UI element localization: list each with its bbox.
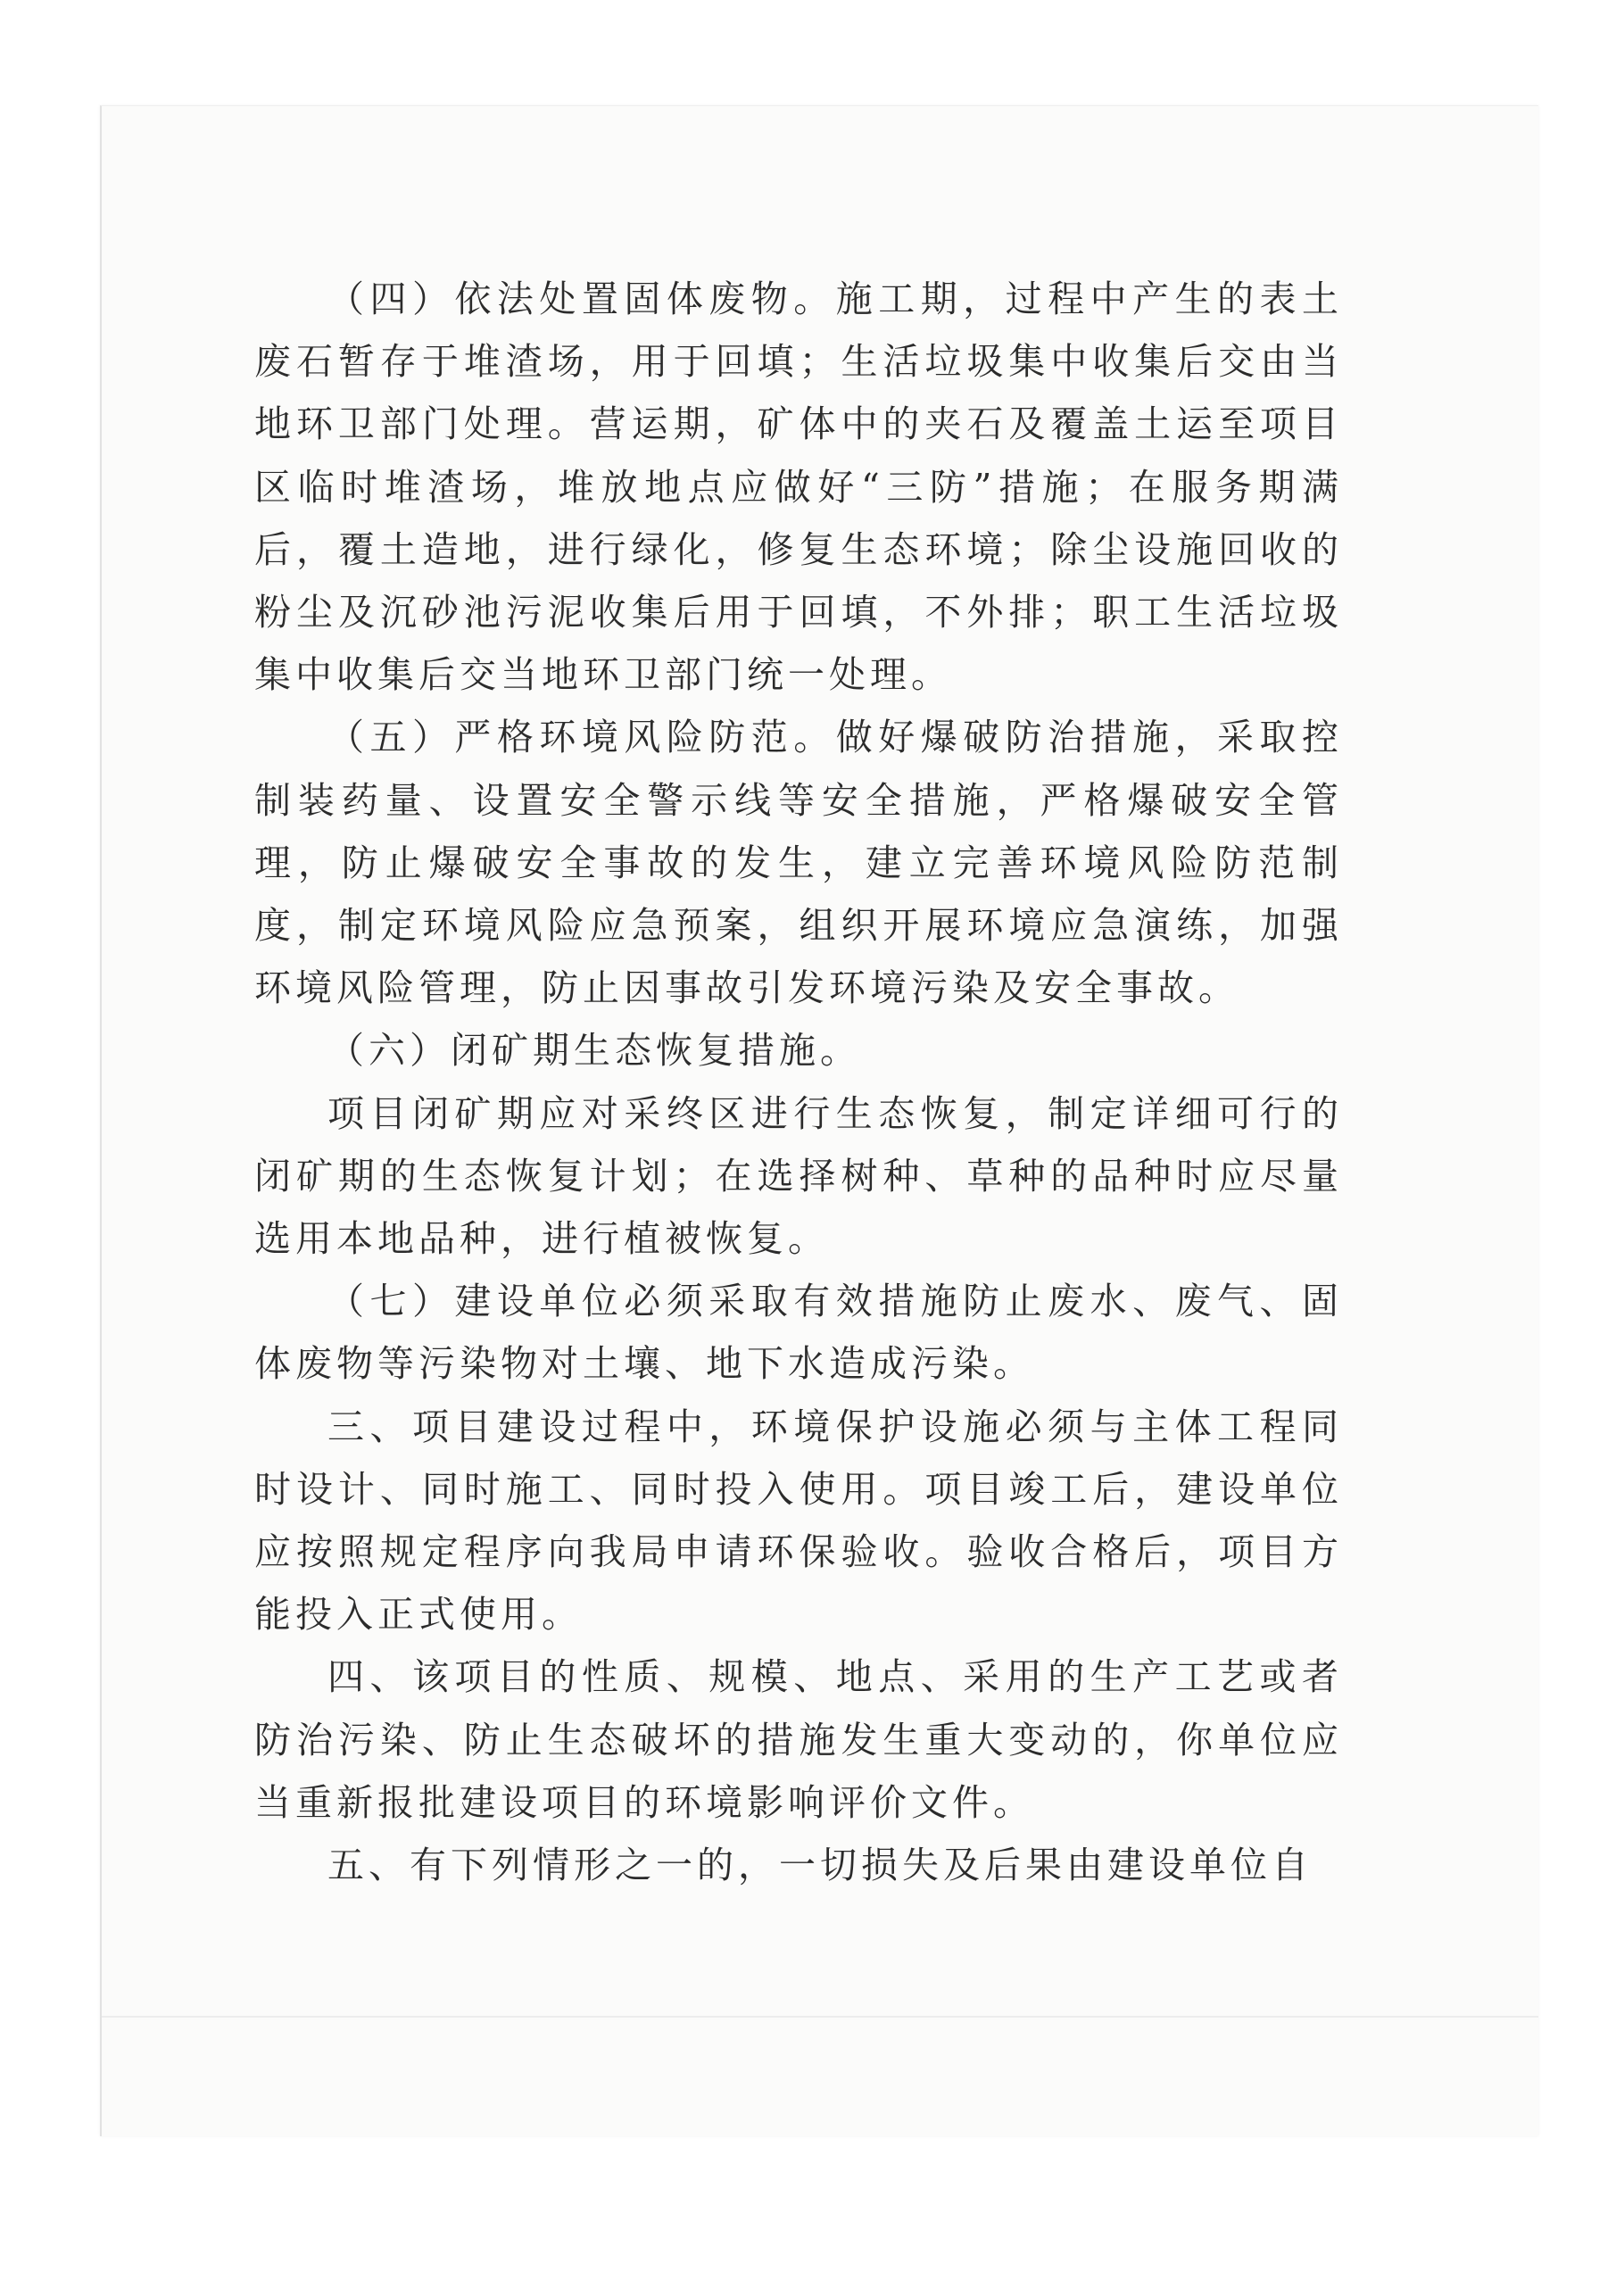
paragraph-major-changes: 四、该项目的性质、规模、地点、采用的生产工艺或者防治污染、防止生态破坏的措施发生重大变动的，你单位应当重新报批建设项目的环境影响评价文件。: [254, 1655, 1343, 1824]
paragraph-pollution-control: （七）建设单位必须采取有效措施防止废水、废气、固体废物等污染物对土壤、地下水造成污染。: [254, 1280, 1343, 1386]
paragraph-risk-prevention: （五）严格环境风险防范。做好爆破防治措施，采取控制装药量、设置安全警示线等安全措施，严格爆破安全管理，防止爆破安全事故的发生，建立完善环境风险防范制度，制定环境风险应急预案，组织开展环境应急演练，加强环境风险管理，防止因事故引发环境污染及安全事故。: [254, 716, 1343, 1010]
paragraph-three-simultaneous: 三、项目建设过程中，环境保护设施必须与主体工程同时设计、同时施工、同时投入使用。项目竣工后，建设单位应按照规定程序向我局申请环保验收。验收合格后，项目方能投入正式使用。: [254, 1405, 1343, 1637]
paragraph-closure-measures: 项目闭矿期应对采终区进行生态恢复，制定详细可行的闭矿期的生态恢复计划；在选择树种、草种的品种时应尽量选用本地品种，进行植被恢复。: [254, 1091, 1343, 1261]
document-body: [254, 268, 1343, 1896]
paragraph-liability: 五、有下列情形之一的，一切损失及后果由建设单位自: [327, 1844, 1313, 1887]
paragraph-solid-waste: （四）依法处置固体废物。施工期，过程中产生的表土废石暂存于堆渣场，用于回填；生活垃圾集中收集后交由当地环卫部门处理。营运期，矿体中的夹石及覆盖土运至项目区临时堆渣场，堆放地点应做好“三防”措施；在服务期满后，覆土造地，进行绿化，修复生态环境；除尘设施回收的粉尘及沉砂池污泥收集后用于回填，不外排；职工生活垃圾集中收集后交当地环卫部门统一处理。: [254, 278, 1343, 697]
paragraph-closure-heading: （六）闭矿期生态恢复措施。: [327, 1029, 861, 1073]
